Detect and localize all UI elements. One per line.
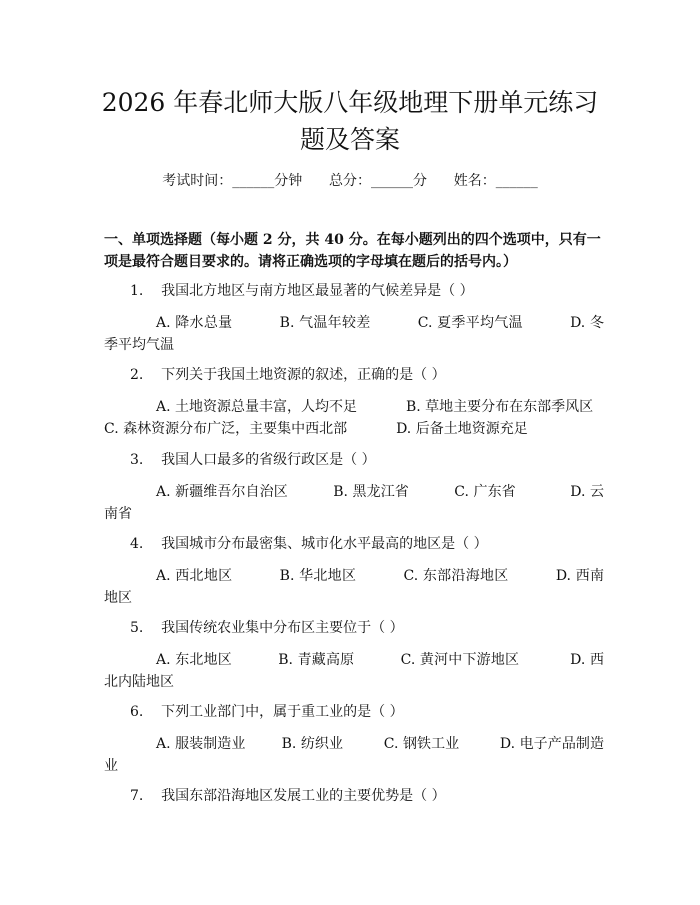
question-6 (130, 702, 404, 722)
option-a: A. 降水总量 (156, 315, 233, 331)
question-3 (130, 450, 376, 470)
option-b: B. 青藏高原 (278, 652, 355, 668)
option-d: D. 西南地区 (104, 568, 604, 606)
question-5-options (104, 649, 604, 693)
option-a: A. 西北地区 (156, 568, 233, 584)
option-d: D. 西北内陆地区 (104, 652, 604, 690)
question-text: 下列工业部门中，属于重工业的是（ ） (161, 704, 404, 720)
question-2 (130, 365, 446, 385)
option-b: B. 草地主要分布在东部季风区 (405, 399, 594, 415)
document-title-line2: 题及答案 (299, 125, 400, 154)
question-text: 我国传统农业集中分布区主要位于（ ） (161, 620, 404, 636)
option-c: C. 森林资源分布广泛，主要集中西北部 (104, 421, 348, 437)
question-5 (130, 618, 404, 638)
section-heading-single-choice: 一、单项选择题（每小题 2 分，共 40 分。在每小题列出的四个选项中，只有一项是最符合题目要求的。请将正确选项的字母填在题后的括号内。） (104, 232, 601, 270)
option-d: D. 冬季平均气温 (104, 315, 604, 353)
question-4-options (104, 565, 604, 609)
question-2-options (104, 396, 604, 418)
option-d: D. 电子产品制造业 (104, 736, 604, 774)
question-text: 我国人口最多的省级行政区是（ ） (161, 452, 376, 468)
question-number: 6. (130, 704, 144, 720)
option-c: C. 广东省 (454, 484, 516, 500)
question-number: 1. (130, 283, 144, 299)
question-1 (130, 281, 474, 301)
question-text: 我国北方地区与南方地区最显著的气候差异是（ ） (161, 283, 474, 299)
question-3-options (104, 481, 604, 525)
option-a: A. 东北地区 (156, 652, 232, 668)
question-number: 5. (130, 620, 144, 636)
question-4 (130, 534, 488, 554)
question-number: 7. (130, 788, 144, 804)
question-2-options-line2 (104, 418, 604, 440)
option-c: C. 黄河中下游地区 (400, 652, 520, 668)
question-text: 我国东部沿海地区发展工业的主要优势是（ ） (161, 788, 446, 804)
option-b: B. 黑龙江省 (333, 484, 409, 500)
question-6-options (104, 733, 604, 777)
option-b: B. 气温年较差 (279, 315, 371, 331)
question-number: 2. (130, 367, 144, 383)
option-b: B. 华北地区 (279, 568, 357, 584)
document-title-line1: 2026 年春北师大版八年级地理下册单元练习 (101, 88, 599, 117)
option-d: D. 后备土地资源充足 (396, 421, 528, 437)
option-a: A. 服装制造业 (156, 736, 246, 752)
question-number: 4. (130, 536, 144, 552)
option-a: A. 新疆维吾尔自治区 (156, 484, 288, 500)
question-1-options (104, 312, 604, 356)
question-text: 下列关于我国土地资源的叙述，正确的是（ ） (161, 367, 446, 383)
exam-meta-line: 考试时间：______分钟 总分：______分 姓名：______ (162, 173, 538, 189)
question-7 (130, 786, 446, 806)
option-a: A. 土地资源总量丰富，人均不足 (156, 399, 358, 415)
option-c: C. 东部沿海地区 (403, 568, 509, 584)
option-d: D. 云南省 (104, 484, 604, 522)
question-text: 我国城市分布最密集、城市化水平最高的地区是（ ） (161, 536, 488, 552)
question-number: 3. (130, 452, 144, 468)
option-b: B. 纺织业 (281, 736, 344, 752)
option-c: C. 夏季平均气温 (417, 315, 523, 331)
option-c: C. 钢铁工业 (383, 736, 460, 752)
